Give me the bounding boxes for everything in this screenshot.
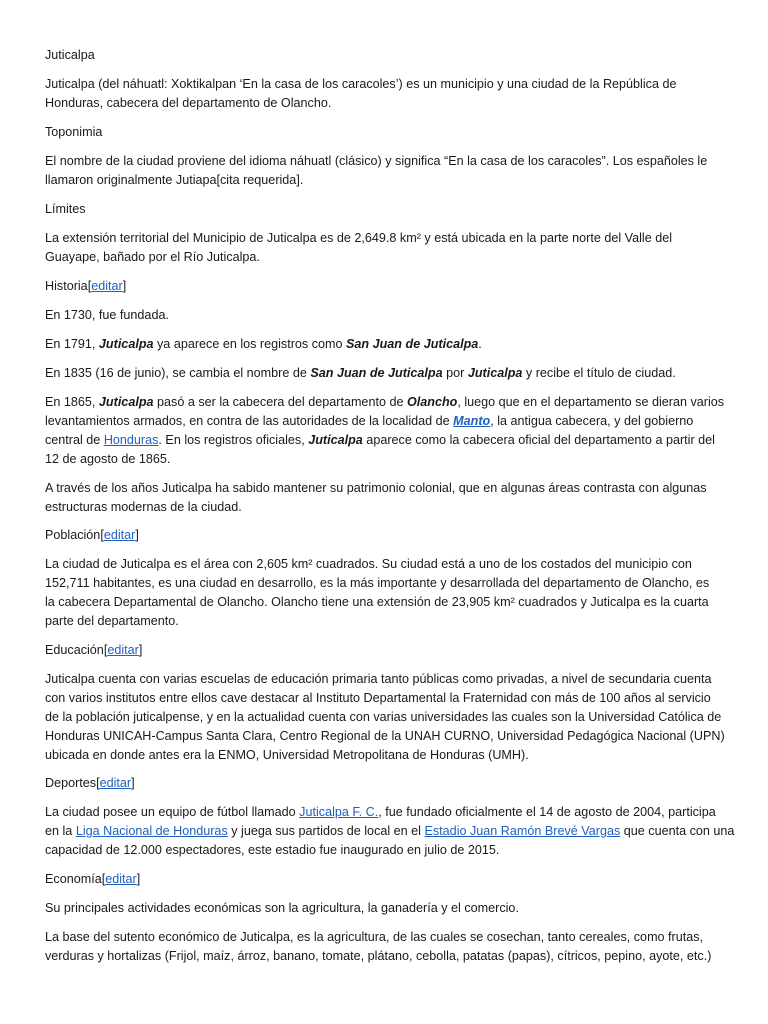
intro-line-2: Honduras, cabecera del departamento de Olancho. bbox=[45, 96, 332, 110]
poblacion-line-3: la cabecera Departamental de Olancho. Olancho tiene una extensión de 23,905 km² cuadrados y Juticalpa es la cuarta bbox=[45, 595, 709, 609]
link-juticalpa-fc[interactable]: Juticalpa F. C. bbox=[299, 805, 379, 819]
text-run: y recibe el título de ciudad. bbox=[522, 366, 676, 380]
edit-bracket-close: ] bbox=[138, 643, 143, 657]
limites-line-2: Guayape, bañado por el Río Juticalpa. bbox=[45, 250, 260, 264]
poblacion-line-4: parte del departamento. bbox=[45, 614, 179, 628]
educacion-line-3: de la población juticalpense, y en la actualidad cuenta con varias universidades las cuales son la Universidad Católica de bbox=[45, 710, 722, 724]
heading-historia bbox=[45, 277, 126, 296]
deportes-line-1 bbox=[45, 803, 716, 822]
historia-p4-line-4: 12 de agosto de 1865. bbox=[45, 452, 171, 466]
toponimia-line-1: El nombre de la ciudad proviene del idioma náhuatl (clásico) y significa “En la casa de los caracoles”. Los españoles le bbox=[45, 154, 708, 168]
text-run: en la bbox=[45, 824, 76, 838]
text-run: y juega sus partidos de local en el bbox=[227, 824, 425, 838]
text-run: En 1835 (16 de junio), se cambia el nombre de bbox=[45, 366, 311, 380]
historia-p1: En 1730, fue fundada. bbox=[45, 308, 169, 322]
link-estadio[interactable]: Estadio Juan Ramón Brevé Vargas bbox=[424, 824, 621, 838]
bold-italic-run: Juticalpa bbox=[467, 366, 523, 380]
heading-toponimia: Toponimia bbox=[45, 125, 103, 139]
text-run: En 1791, bbox=[45, 337, 99, 351]
bold-italic-run: Juticalpa bbox=[98, 337, 154, 351]
historia-p5-line-1: A través de los años Juticalpa ha sabido mantener su patrimonio colonial, que en algunas áreas contrasta con algunas bbox=[45, 481, 707, 495]
edit-bracket-open: [ bbox=[103, 643, 108, 657]
bold-italic-run: Juticalpa bbox=[308, 433, 363, 447]
economia-p1: Su principales actividades económicas son la agricultura, la ganadería y el comercio. bbox=[45, 901, 519, 915]
edit-link-poblacion[interactable]: editar bbox=[103, 528, 136, 542]
edit-bracket-close: ] bbox=[136, 872, 141, 886]
link-honduras[interactable]: Honduras bbox=[103, 433, 159, 447]
historia-p4-line-1 bbox=[45, 393, 724, 412]
historia-p2 bbox=[45, 335, 482, 354]
bold-italic-run: Juticalpa bbox=[98, 395, 154, 409]
edit-bracket-close: ] bbox=[135, 528, 139, 542]
page-title: Juticalpa bbox=[45, 48, 95, 62]
edit-bracket-close: ] bbox=[131, 776, 135, 790]
edit-link-educacion[interactable]: editar bbox=[107, 643, 139, 657]
text-run: por bbox=[442, 366, 468, 380]
link-manto[interactable]: Manto bbox=[453, 414, 491, 428]
deportes-line-2 bbox=[45, 822, 734, 841]
bold-italic-run: San Juan de Juticalpa bbox=[310, 366, 443, 380]
economia-line-1: La base del sutento económico de Juticalpa, es la agricultura, de las cuales se cosechan, tanto cereales, como frutas, bbox=[45, 930, 704, 944]
heading-economia bbox=[45, 870, 140, 889]
text-run: que cuenta con una bbox=[620, 824, 735, 838]
text-run: , fue fundado oficialmente el 14 de agosto de 2004, participa bbox=[378, 805, 716, 819]
historia-p3 bbox=[45, 364, 676, 383]
edit-link-deportes[interactable]: editar bbox=[99, 776, 132, 790]
educacion-line-5: ubicada en donde antes era la ENMO, Universidad Metropolitana de Honduras (UMH). bbox=[45, 748, 529, 762]
link-liga-nacional[interactable]: Liga Nacional de Honduras bbox=[75, 824, 228, 838]
edit-bracket-close: ] bbox=[122, 279, 127, 293]
text-run: , la antigua cabecera, y del gobierno bbox=[490, 414, 694, 428]
text-run: pasó a ser la cabecera del departamento de bbox=[153, 395, 407, 409]
text-run: ya aparece en los registros como bbox=[153, 337, 347, 351]
text-run: central de bbox=[45, 433, 104, 447]
heading-poblacion bbox=[45, 526, 139, 545]
edit-link-economia[interactable]: editar bbox=[105, 872, 137, 886]
bold-italic-run: Olancho bbox=[406, 395, 458, 409]
intro-line-1: Juticalpa (del náhuatl: Xoktikalpan ‘En la casa de los caracoles’) es un municipio y una ciudad de la República de bbox=[45, 77, 677, 91]
heading-educacion bbox=[45, 641, 142, 660]
edit-link-historia[interactable]: editar bbox=[91, 279, 123, 293]
historia-p5-line-2: estructuras modernas de la ciudad. bbox=[45, 500, 242, 514]
edit-bracket-open: [ bbox=[100, 528, 104, 542]
toponimia-line-2: llamaron originalmente Jutiapa[cita requerida]. bbox=[45, 173, 304, 187]
text-run: En 1865, bbox=[45, 395, 99, 409]
heading-text: Economía bbox=[45, 872, 102, 886]
heading-text: Historia bbox=[45, 279, 88, 293]
historia-p4-line-3 bbox=[45, 431, 715, 450]
economia-line-2: verduras y hortalizas (Frijol, maíz, árroz, banano, tomate, plátano, cebolla, patatas (papas), cítricos, pepino, ayote, etc.) bbox=[45, 949, 712, 963]
historia-p4-line-2 bbox=[45, 412, 693, 431]
edit-bracket-open: [ bbox=[101, 872, 106, 886]
edit-bracket-open: [ bbox=[96, 776, 100, 790]
deportes-line-3: capacidad de 12.000 espectadores, este estadio fue inaugurado en julio de 2015. bbox=[45, 843, 500, 857]
limites-line-1: La extensión territorial del Municipio de Juticalpa es de 2,649.8 km² y está ubicada en la parte norte del Valle del bbox=[45, 231, 673, 245]
text-run: . En los registros oficiales, bbox=[158, 433, 309, 447]
text-run: aparece como la cabecera oficial del departamento a partir del bbox=[362, 433, 715, 447]
text-run: . bbox=[478, 337, 482, 351]
poblacion-line-1: La ciudad de Juticalpa es el área con 2,605 km² cuadrados. Su ciudad está a uno de los costados del municipio con bbox=[45, 557, 692, 571]
educacion-line-1: Juticalpa cuenta con varias escuelas de educación primaria tanto públicas como privadas, a nivel de secundaria cuenta bbox=[45, 672, 712, 686]
edit-bracket-open: [ bbox=[87, 279, 92, 293]
bold-italic-run: San Juan de Juticalpa bbox=[346, 337, 479, 351]
text-run: La ciudad posee un equipo de fútbol llamado bbox=[45, 805, 300, 819]
text-run: levantamientos armados, en contra de las autoridades de la localidad de bbox=[45, 414, 454, 428]
poblacion-line-2: 152,711 habitantes, es una ciudad en desarrollo, es la más importante y desarrollada del departamento de Olancho, es bbox=[45, 576, 710, 590]
heading-text: Educación bbox=[45, 643, 104, 657]
heading-text: Población bbox=[45, 528, 101, 542]
heading-limites: Límites bbox=[45, 202, 86, 216]
educacion-line-2: con varios institutos entre ellos cave destacar al Instituto Departamental la Fraternidad con más de 100 años al servicio bbox=[45, 691, 711, 705]
educacion-line-4: Honduras UNICAH-Campus Santa Clara, Centro Regional de la UNAH CURNO, Universidad Pedagógica Nacional (UPN) bbox=[45, 729, 725, 743]
heading-deportes bbox=[45, 774, 135, 793]
text-run: , luego que en el departamento se dieran varios bbox=[457, 395, 725, 409]
heading-text: Deportes bbox=[45, 776, 97, 790]
